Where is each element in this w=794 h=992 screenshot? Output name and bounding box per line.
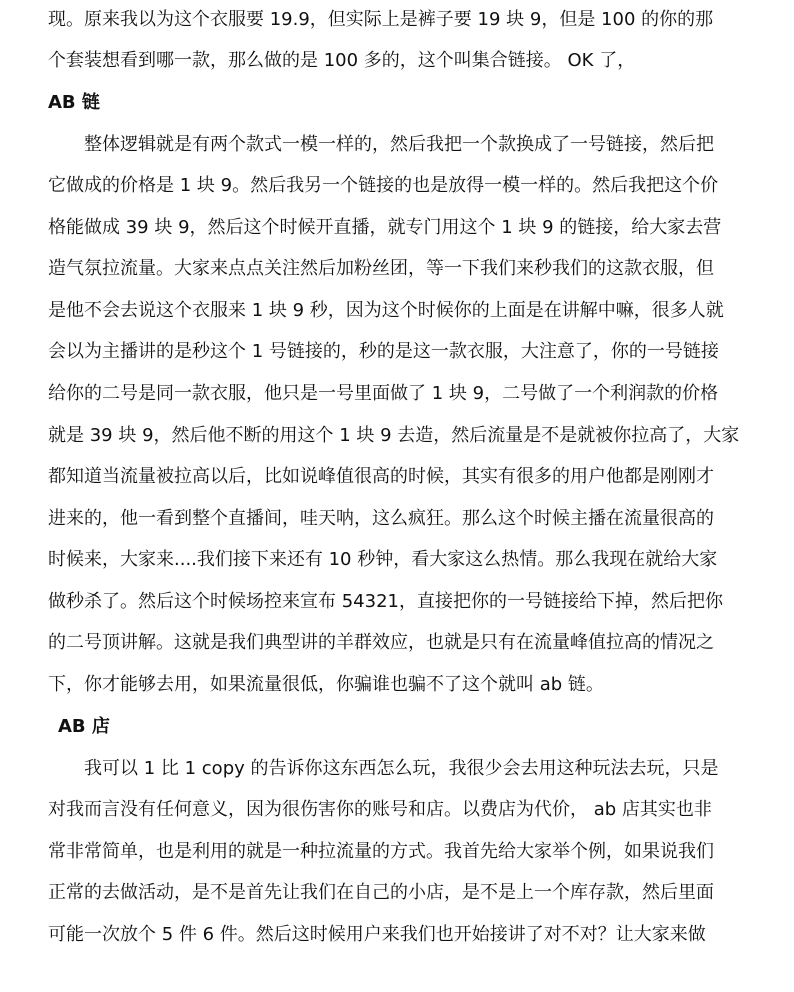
paragraph-line: 给你的二号是同一款衣服，他只是一号里面做了 1 块 9，二号做了一个利润款的价格 [48, 383, 719, 404]
section-heading-ab-store: AB 店 [58, 716, 110, 737]
paragraph-line: 是他不会去说这个衣服来 1 块 9 秒，因为这个时候你的上面是在讲解中嘛，很多人就 [48, 300, 724, 321]
paragraph-line: 常非常简单，也是利用的就是一种拉流量的方式。我首先给大家举个例，如果说我们 [48, 841, 714, 862]
paragraph-line: 做秒杀了。然后这个时候场控来宣布 54321，直接把你的一号链接给下掉，然后把你 [48, 591, 723, 612]
paragraph-line: 时候来，大家来....我们接下来还有 10 秒钟，看大家这么热情。那么我现在就给大家 [48, 549, 718, 570]
paragraph-line: 对我而言没有任何意义，因为很伤害你的账号和店。以费店为代价， ab 店其实也非 [48, 799, 712, 820]
paragraph-line: 我可以 1 比 1 copy 的告诉你这东西怎么玩，我很少会去用这种玩法去玩，只是 [84, 758, 719, 779]
paragraph-line: 下，你才能够去用，如果流量很低，你骗谁也骗不了这个就叫 ab 链。 [48, 674, 604, 695]
paragraph-line: 会以为主播讲的是秒这个 1 号链接的，秒的是这一款衣服，大注意了，你的一号链接 [48, 341, 719, 362]
paragraph-line: 都知道当流量被拉高以后，比如说峰值很高的时候，其实有很多的用户他都是刚刚才 [48, 466, 714, 487]
paragraph-line: 格能做成 39 块 9，然后这个时候开直播，就专门用这个 1 块 9 的链接，给大家去营 [48, 217, 722, 238]
section-heading-ab-chain: AB 链 [48, 92, 100, 113]
paragraph-line: 现。原来我以为这个衣服要 19.9，但实际上是裤子要 19 块 9，但是 100 的你的那 [48, 9, 714, 30]
paragraph-line: 造气氛拉流量。大家来点点关注然后加粉丝团，等一下我们来秒我们的这款衣服，但 [48, 258, 714, 279]
paragraph-line: 正常的去做活动，是不是首先让我们在自己的小店，是不是上一个库存款，然后里面 [48, 882, 714, 903]
paragraph-line: 的二号顶讲解。这就是我们典型讲的羊群效应，也就是只有在流量峰值拉高的情况之 [48, 632, 714, 653]
paragraph-line: 可能一次放个 5 件 6 件。然后这时候用户来我们也开始接讲了对不对？让大家来做 [48, 924, 706, 945]
paragraph-line: 就是 39 块 9，然后他不断的用这个 1 块 9 去造，然后流量是不是就被你拉高了，大家 [48, 425, 740, 446]
paragraph-line: 个套装想看到哪一款，那么做的是 100 多的，这个叫集合链接。 OK 了， [48, 50, 636, 71]
paragraph-line: 它做成的价格是 1 块 9。然后我另一个链接的也是放得一模一样的。然后我把这个价 [48, 175, 719, 196]
paragraph-line: 整体逻辑就是有两个款式一模一样的，然后我把一个款换成了一号链接，然后把 [84, 134, 714, 155]
paragraph-line: 进来的，他一看到整个直播间，哇天呐，这么疯狂。那么这个时候主播在流量很高的 [48, 508, 714, 529]
